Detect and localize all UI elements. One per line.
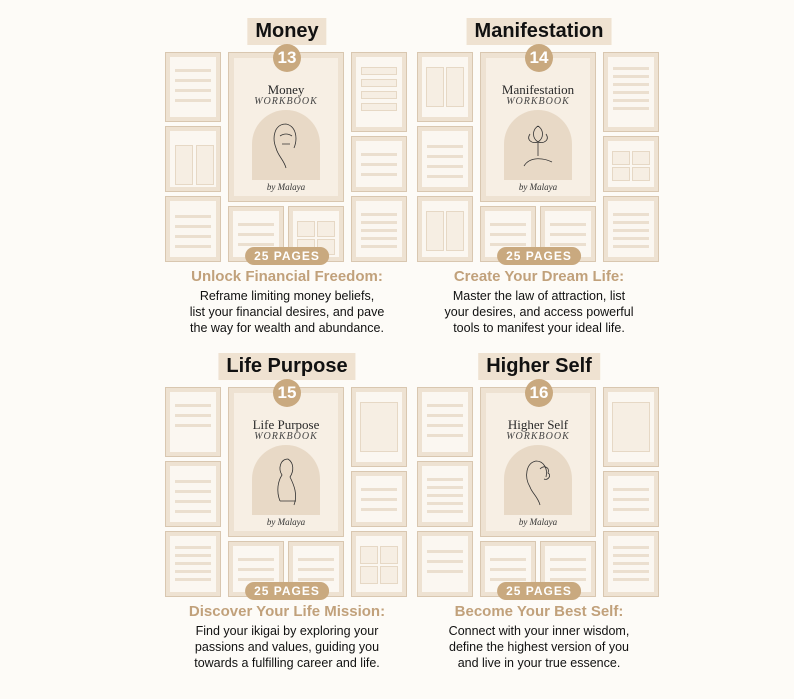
cover-signature: by Malaya <box>518 517 558 527</box>
page-thumbnail <box>417 196 473 262</box>
cover-subtitle: WORKBOOK <box>254 431 318 442</box>
panel-title: Manifestation <box>467 18 612 45</box>
page-thumbnail <box>351 136 407 192</box>
page-thumbnail <box>165 461 221 527</box>
workbook-panel-money <box>157 18 417 338</box>
page-thumbnail <box>351 531 407 597</box>
page-thumbnail <box>351 471 407 527</box>
description-line: list your financial desires, and pave <box>189 305 385 319</box>
workbook-cover <box>228 52 344 202</box>
pages-count-badge: 25 PAGES <box>245 247 329 265</box>
woman-line-art-icon <box>252 445 320 515</box>
cover-title: Manifestation <box>501 82 575 97</box>
page-collage <box>409 52 669 262</box>
page-thumbnail <box>417 461 473 527</box>
page-thumbnail <box>603 196 659 262</box>
page-thumbnail <box>603 531 659 597</box>
page-collage <box>157 387 417 597</box>
description-line: define the highest version of you <box>449 640 629 654</box>
page-thumbnail <box>603 136 659 192</box>
page-thumbnail <box>165 126 221 192</box>
page-thumbnail <box>165 196 221 262</box>
hand-flower-illustration-icon <box>504 110 572 180</box>
cover-title: Money <box>267 82 305 97</box>
cover-subtitle: WORKBOOK <box>254 96 318 107</box>
page-thumbnail <box>417 531 473 597</box>
description-line: the way for wealth and abundance. <box>190 321 384 335</box>
cover-subtitle: WORKBOOK <box>506 431 570 442</box>
cover-signature: by Malaya <box>518 182 558 192</box>
page-thumbnail <box>165 387 221 457</box>
description-line: tools to manifest your ideal life. <box>453 321 625 335</box>
description-line: Connect with your inner wisdom, <box>448 624 630 638</box>
pages-count-badge: 25 PAGES <box>497 582 581 600</box>
page-thumbnail <box>351 387 407 467</box>
page-thumbnail <box>417 387 473 457</box>
panel-headline: Unlock Financial Freedom: <box>191 268 383 285</box>
description-line: towards a fulfilling career and life. <box>194 656 380 670</box>
page-thumbnail <box>165 531 221 597</box>
line-art-illustration-icon <box>252 110 320 180</box>
number-badge: 13 <box>273 44 301 72</box>
page-thumbnail <box>603 52 659 132</box>
page-thumbnail <box>165 52 221 122</box>
cover-title: Life Purpose <box>252 417 320 432</box>
description-line: passions and values, guiding you <box>194 640 380 654</box>
workbook-cover <box>480 387 596 537</box>
workbook-cover <box>480 52 596 202</box>
panel-title: Money <box>247 18 326 45</box>
description-line: and live in your true essence. <box>457 656 621 670</box>
pages-count-badge: 25 PAGES <box>245 582 329 600</box>
page-thumbnail <box>351 196 407 262</box>
pages-count-badge: 25 PAGES <box>497 247 581 265</box>
page-thumbnail <box>417 126 473 192</box>
panel-title: Life Purpose <box>218 353 355 380</box>
cover-signature: by Malaya <box>266 182 306 192</box>
description-line: Find your ikigai by exploring your <box>195 624 379 638</box>
page-thumbnail <box>351 52 407 132</box>
face-flower-illustration-icon <box>504 445 572 515</box>
panel-title: Higher Self <box>478 353 600 380</box>
panel-description <box>389 623 689 671</box>
page-thumbnail <box>417 52 473 122</box>
description-line: your desires, and access powerful <box>444 305 634 319</box>
description-line: Master the law of attraction, list <box>452 289 626 303</box>
panel-headline: Create Your Dream Life: <box>453 268 625 285</box>
page-thumbnail <box>603 471 659 527</box>
description-line: Reframe limiting money beliefs, <box>199 289 375 303</box>
number-badge: 16 <box>525 379 553 407</box>
cover-subtitle: WORKBOOK <box>506 96 570 107</box>
cover-signature: by Malaya <box>266 517 306 527</box>
number-badge: 14 <box>525 44 553 72</box>
workbook-cover <box>228 387 344 537</box>
workbook-panel-higher-self <box>409 353 669 673</box>
workbook-panel-life-purpose <box>157 353 417 673</box>
workbook-panel-manifestation <box>409 18 669 338</box>
cover-title: Higher Self <box>507 417 569 432</box>
panel-description <box>389 288 689 336</box>
page-thumbnail <box>603 387 659 467</box>
panel-headline: Discover Your Life Mission: <box>188 603 386 620</box>
number-badge: 15 <box>273 379 301 407</box>
page-collage <box>157 52 417 262</box>
panel-headline: Become Your Best Self: <box>454 603 624 620</box>
page-collage <box>409 387 669 597</box>
